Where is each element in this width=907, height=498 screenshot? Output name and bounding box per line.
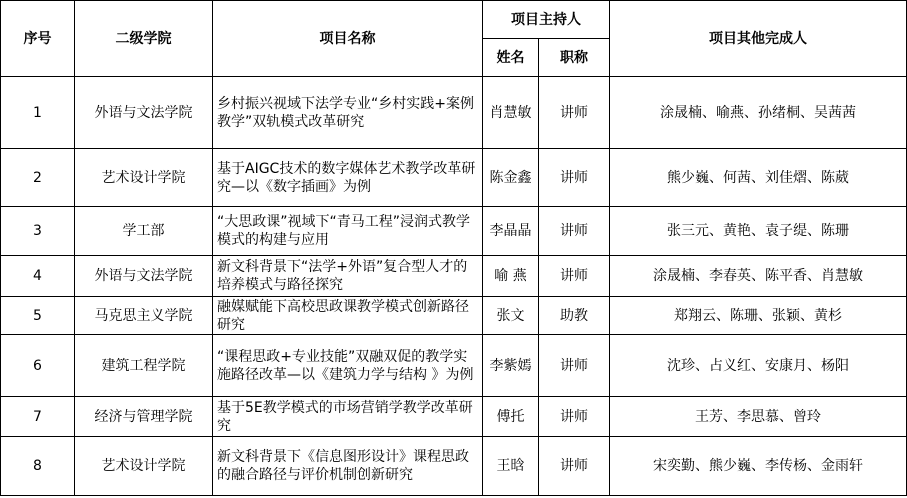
cell-others: 王芳、李思慕、曾玲	[610, 397, 907, 437]
table-row	[1, 77, 907, 149]
header-host: 项目主持人	[483, 1, 610, 39]
cell-project: 融媒赋能下高校思政课教学模式创新路径研究	[213, 297, 483, 335]
header-college: 二级学院	[75, 1, 213, 77]
table-row	[1, 437, 907, 496]
header-others: 项目其他完成人	[610, 1, 907, 77]
cell-title: 讲师	[539, 149, 610, 207]
header-title: 职称	[539, 39, 610, 77]
header-name: 姓名	[483, 39, 539, 77]
cell-seq: 4	[1, 256, 75, 297]
cell-college: 外语与文法学院	[75, 77, 213, 149]
cell-title: 助教	[539, 297, 610, 335]
cell-title: 讲师	[539, 77, 610, 149]
cell-seq: 6	[1, 335, 75, 397]
cell-others: 涂晟楠、喻燕、孙绪桐、吴茜茜	[610, 77, 907, 149]
cell-seq: 8	[1, 437, 75, 496]
cell-others: 熊少巍、何茜、刘佳熠、陈葳	[610, 149, 907, 207]
table-row	[1, 207, 907, 256]
table-row	[1, 397, 907, 437]
header-seq: 序号	[1, 1, 75, 77]
table-row	[1, 297, 907, 335]
cell-project: 基于AIGC技术的数字媒体艺术教学改革研究—以《数字插画》为例	[213, 149, 483, 207]
cell-seq: 3	[1, 207, 75, 256]
cell-name: 傅托	[483, 397, 539, 437]
cell-name: 肖慧敏	[483, 77, 539, 149]
cell-name: 张文	[483, 297, 539, 335]
cell-college: 外语与文法学院	[75, 256, 213, 297]
cell-project: 基于5E教学模式的市场营销学教学改革研究	[213, 397, 483, 437]
cell-college: 经济与管理学院	[75, 397, 213, 437]
cell-others: 沈珍、占义红、安康月、杨阳	[610, 335, 907, 397]
cell-name: 王晗	[483, 437, 539, 496]
cell-name: 李晶晶	[483, 207, 539, 256]
cell-project: “大思政课”视域下“青马工程”浸润式教学模式的构建与应用	[213, 207, 483, 256]
cell-college: 艺术设计学院	[75, 149, 213, 207]
cell-name: 陈金鑫	[483, 149, 539, 207]
cell-seq: 1	[1, 77, 75, 149]
cell-college: 艺术设计学院	[75, 437, 213, 496]
cell-title: 讲师	[539, 207, 610, 256]
cell-name: 喻 燕	[483, 256, 539, 297]
cell-others: 郑翔云、陈珊、张颖、黄杉	[610, 297, 907, 335]
cell-college: 马克思主义学院	[75, 297, 213, 335]
cell-college: 学工部	[75, 207, 213, 256]
cell-name: 李紫嫣	[483, 335, 539, 397]
cell-project: 新文科背景下“法学+外语”复合型人才的培养模式与路径探究	[213, 256, 483, 297]
table-row	[1, 335, 907, 397]
cell-others: 宋奕勤、熊少巍、李传杨、金雨轩	[610, 437, 907, 496]
table-row	[1, 256, 907, 297]
cell-college: 建筑工程学院	[75, 335, 213, 397]
cell-project: 乡村振兴视域下法学专业“乡村实践+案例教学”双轨模式改革研究	[213, 77, 483, 149]
cell-seq: 2	[1, 149, 75, 207]
table-row	[1, 149, 907, 207]
cell-title: 讲师	[539, 335, 610, 397]
cell-title: 讲师	[539, 256, 610, 297]
cell-project: “课程思政+专业技能”双融双促的教学实施路径改革—以《建筑力学与结构 》为例	[213, 335, 483, 397]
cell-project: 新文科背景下《信息图形设计》课程思政的融合路径与评价机制创新研究	[213, 437, 483, 496]
cell-others: 张三元、黄艳、袁子缇、陈珊	[610, 207, 907, 256]
cell-title: 讲师	[539, 437, 610, 496]
cell-others: 涂晟楠、李春英、陈平香、肖慧敏	[610, 256, 907, 297]
cell-seq: 7	[1, 397, 75, 437]
header-project: 项目名称	[213, 1, 483, 77]
cell-title: 讲师	[539, 397, 610, 437]
cell-seq: 5	[1, 297, 75, 335]
